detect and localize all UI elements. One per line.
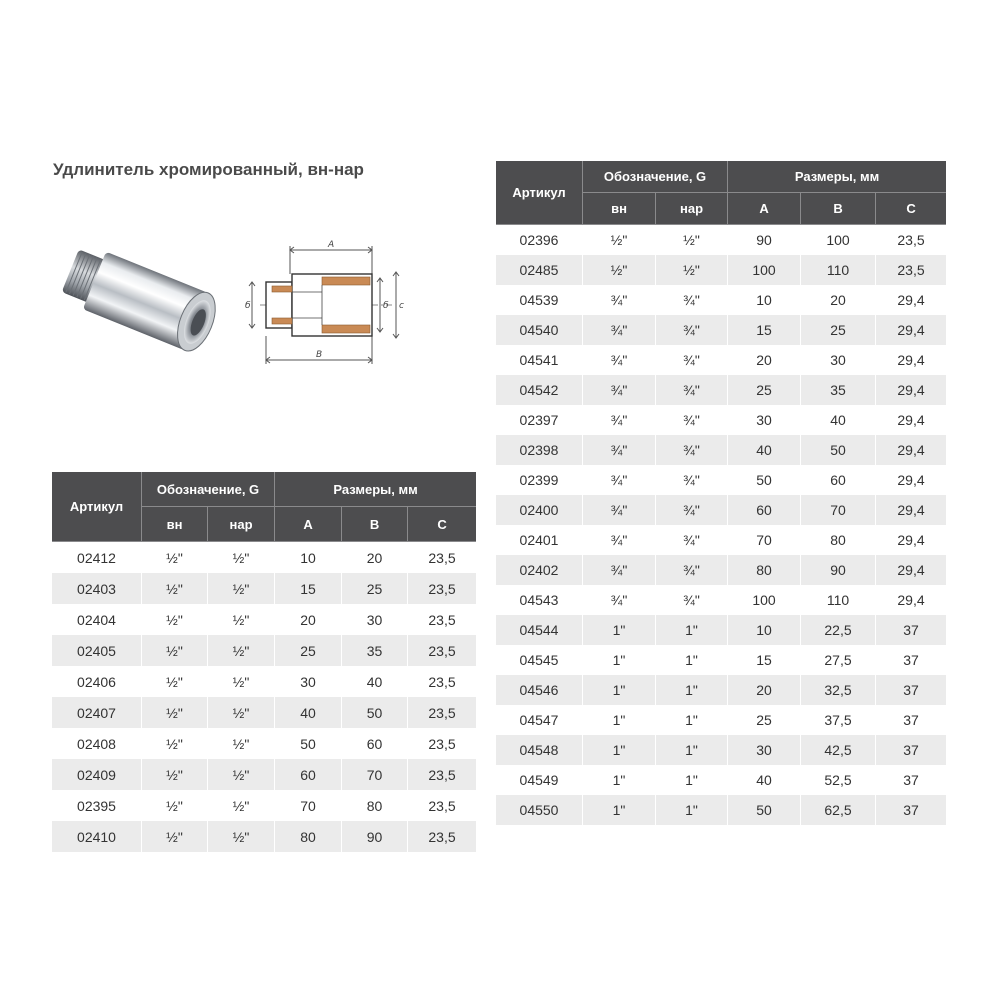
cell-outer: ½" [207, 666, 274, 697]
header-a: A [274, 507, 341, 542]
cell-b: 80 [341, 790, 407, 821]
cell-outer: ½" [207, 542, 274, 573]
cell-inner: 1" [582, 675, 655, 705]
cell-a: 40 [274, 697, 341, 728]
cell-inner: ½" [141, 666, 207, 697]
cell-a: 100 [727, 585, 800, 615]
cell-b: 60 [341, 728, 407, 759]
header-inner: вн [582, 193, 655, 225]
cell-outer: ¾" [655, 375, 727, 405]
cell-c: 37 [875, 645, 946, 675]
cell-article: 04543 [496, 585, 582, 615]
cell-article: 02400 [496, 495, 582, 525]
cell-b: 22,5 [800, 615, 875, 645]
header-a: A [727, 193, 800, 225]
cell-inner: ¾" [582, 435, 655, 465]
cell-c: 29,4 [875, 525, 946, 555]
table-row [52, 728, 476, 759]
cell-a: 80 [274, 821, 341, 852]
cell-outer: ¾" [655, 525, 727, 555]
cell-article: 02405 [52, 635, 141, 666]
cell-c: 23,5 [407, 635, 476, 666]
spec-table-right [496, 161, 946, 825]
cell-c: 37 [875, 765, 946, 795]
cell-a: 15 [274, 573, 341, 604]
cell-outer: ¾" [655, 405, 727, 435]
cell-outer: ½" [207, 759, 274, 790]
cell-article: 02412 [52, 542, 141, 573]
cell-a: 20 [727, 345, 800, 375]
header-c: C [875, 193, 946, 225]
cell-b: 25 [800, 315, 875, 345]
dimension-label-b: B [316, 350, 323, 360]
cell-b: 70 [800, 495, 875, 525]
cell-inner: ¾" [582, 285, 655, 315]
header-article: Артикул [52, 472, 141, 542]
cell-a: 70 [274, 790, 341, 821]
header-designation: Обозначение, G [582, 161, 727, 193]
cell-inner: ½" [141, 790, 207, 821]
cell-c: 37 [875, 675, 946, 705]
header-b: B [341, 507, 407, 542]
cell-b: 32,5 [800, 675, 875, 705]
cell-c: 23,5 [875, 225, 946, 255]
table-row [52, 821, 476, 852]
cell-article: 04542 [496, 375, 582, 405]
cell-article: 04546 [496, 675, 582, 705]
cell-b: 30 [800, 345, 875, 375]
cell-c: 23,5 [875, 255, 946, 285]
table-row [52, 635, 476, 666]
cell-a: 25 [727, 375, 800, 405]
cell-article: 04550 [496, 795, 582, 825]
cell-outer: ½" [655, 255, 727, 285]
cell-c: 37 [875, 705, 946, 735]
cell-b: 40 [341, 666, 407, 697]
table-row [52, 759, 476, 790]
cell-article: 04541 [496, 345, 582, 375]
cell-b: 20 [800, 285, 875, 315]
cell-outer: ½" [207, 604, 274, 635]
header-c: C [407, 507, 476, 542]
cell-outer: ¾" [655, 435, 727, 465]
cell-c: 37 [875, 735, 946, 765]
cell-outer: 1" [655, 795, 727, 825]
cell-outer: 1" [655, 675, 727, 705]
table-row [52, 697, 476, 728]
cell-article: 02398 [496, 435, 582, 465]
cell-article: 04545 [496, 645, 582, 675]
table-row [496, 555, 946, 585]
cell-c: 23,5 [407, 821, 476, 852]
cell-a: 30 [274, 666, 341, 697]
header-designation: Обозначение, G [141, 472, 274, 507]
cell-outer: 1" [655, 765, 727, 795]
spec-table-right-body [496, 225, 946, 825]
cell-b: 52,5 [800, 765, 875, 795]
cell-article: 02410 [52, 821, 141, 852]
table-row [496, 435, 946, 465]
cell-article: 02485 [496, 255, 582, 285]
cell-c: 29,4 [875, 465, 946, 495]
cell-inner: ½" [141, 573, 207, 604]
cell-article: 04539 [496, 285, 582, 315]
table-row [52, 542, 476, 573]
table-row [496, 585, 946, 615]
cell-c: 29,4 [875, 585, 946, 615]
cell-outer: ½" [207, 697, 274, 728]
cell-article: 02397 [496, 405, 582, 435]
cell-a: 60 [727, 495, 800, 525]
cell-outer: ½" [655, 225, 727, 255]
cell-b: 90 [341, 821, 407, 852]
cell-c: 23,5 [407, 573, 476, 604]
cell-inner: 1" [582, 765, 655, 795]
cell-c: 23,5 [407, 728, 476, 759]
table-row [496, 345, 946, 375]
cell-outer: ½" [207, 821, 274, 852]
cell-outer: ¾" [655, 495, 727, 525]
cell-c: 29,4 [875, 555, 946, 585]
cell-c: 37 [875, 795, 946, 825]
cell-outer: ¾" [655, 585, 727, 615]
cell-a: 70 [727, 525, 800, 555]
table-row [496, 705, 946, 735]
cell-inner: 1" [582, 705, 655, 735]
cell-inner: ½" [141, 542, 207, 573]
cell-article: 04540 [496, 315, 582, 345]
header-outer: нар [655, 193, 727, 225]
cell-c: 23,5 [407, 666, 476, 697]
cell-c: 29,4 [875, 345, 946, 375]
cell-article: 02404 [52, 604, 141, 635]
cell-outer: ½" [207, 790, 274, 821]
cell-b: 35 [800, 375, 875, 405]
table-row [496, 465, 946, 495]
cell-a: 100 [727, 255, 800, 285]
cell-article: 04544 [496, 615, 582, 645]
cell-c: 29,4 [875, 495, 946, 525]
cell-outer: ½" [207, 728, 274, 759]
table-row [52, 604, 476, 635]
table-row [496, 405, 946, 435]
table-row [496, 375, 946, 405]
cell-inner: ¾" [582, 525, 655, 555]
cell-inner: ¾" [582, 375, 655, 405]
cell-article: 04548 [496, 735, 582, 765]
cell-article: 02395 [52, 790, 141, 821]
cell-outer: ½" [207, 573, 274, 604]
table-row [496, 795, 946, 825]
cell-b: 110 [800, 585, 875, 615]
cell-outer: 1" [655, 615, 727, 645]
cell-inner: ½" [141, 759, 207, 790]
table-row [496, 675, 946, 705]
product-photo [52, 226, 227, 376]
dimension-label-b-small-left: б [245, 301, 251, 311]
cell-a: 40 [727, 765, 800, 795]
cell-inner: ½" [141, 697, 207, 728]
cell-article: 02409 [52, 759, 141, 790]
table-row [496, 735, 946, 765]
table-row [52, 573, 476, 604]
page-title: Удлинитель хромированный, вн-нар [53, 160, 364, 179]
cell-outer: ¾" [655, 285, 727, 315]
cell-b: 90 [800, 555, 875, 585]
cell-a: 15 [727, 645, 800, 675]
cell-article: 02406 [52, 666, 141, 697]
cell-a: 80 [727, 555, 800, 585]
cell-article: 02396 [496, 225, 582, 255]
spec-table-left-body [52, 542, 476, 852]
cell-a: 90 [727, 225, 800, 255]
cell-article: 02401 [496, 525, 582, 555]
cell-c: 23,5 [407, 542, 476, 573]
cell-a: 25 [727, 705, 800, 735]
cell-a: 50 [727, 795, 800, 825]
cell-article: 04549 [496, 765, 582, 795]
cell-b: 37,5 [800, 705, 875, 735]
cell-a: 10 [727, 615, 800, 645]
cell-c: 23,5 [407, 759, 476, 790]
cell-b: 62,5 [800, 795, 875, 825]
cell-inner: 1" [582, 795, 655, 825]
cell-outer: ¾" [655, 315, 727, 345]
cell-b: 35 [341, 635, 407, 666]
dimension-label-b-small-right: б [383, 301, 389, 311]
cell-inner: ½" [141, 728, 207, 759]
cell-inner: 1" [582, 645, 655, 675]
cell-b: 50 [341, 697, 407, 728]
cell-outer: ¾" [655, 555, 727, 585]
table-row [496, 765, 946, 795]
cell-c: 29,4 [875, 285, 946, 315]
cell-a: 10 [727, 285, 800, 315]
cell-article: 02407 [52, 697, 141, 728]
cell-outer: ¾" [655, 345, 727, 375]
cell-c: 29,4 [875, 315, 946, 345]
cell-inner: ½" [141, 821, 207, 852]
cell-outer: 1" [655, 645, 727, 675]
cell-inner: ¾" [582, 315, 655, 345]
dimension-label-c: с [399, 301, 404, 311]
cell-a: 30 [727, 405, 800, 435]
cell-b: 40 [800, 405, 875, 435]
cell-b: 42,5 [800, 735, 875, 765]
table-row [496, 285, 946, 315]
table-row [52, 790, 476, 821]
cell-a: 10 [274, 542, 341, 573]
cell-c: 23,5 [407, 790, 476, 821]
table-row [496, 255, 946, 285]
cell-c: 23,5 [407, 697, 476, 728]
header-sizes: Размеры, мм [727, 161, 946, 193]
cell-c: 29,4 [875, 405, 946, 435]
table-row [496, 645, 946, 675]
cell-outer: 1" [655, 705, 727, 735]
header-outer: нар [207, 507, 274, 542]
cell-a: 40 [727, 435, 800, 465]
cell-b: 110 [800, 255, 875, 285]
cell-inner: ¾" [582, 585, 655, 615]
cell-inner: ¾" [582, 465, 655, 495]
cell-b: 30 [341, 604, 407, 635]
header-inner: вн [141, 507, 207, 542]
cell-c: 29,4 [875, 435, 946, 465]
cell-b: 80 [800, 525, 875, 555]
cell-a: 30 [727, 735, 800, 765]
cell-inner: ¾" [582, 495, 655, 525]
cell-c: 29,4 [875, 375, 946, 405]
cell-inner: ½" [141, 604, 207, 635]
cell-outer: ½" [207, 635, 274, 666]
cell-c: 37 [875, 615, 946, 645]
cell-inner: ½" [582, 255, 655, 285]
cell-b: 70 [341, 759, 407, 790]
table-row [52, 666, 476, 697]
cell-b: 50 [800, 435, 875, 465]
cell-article: 04547 [496, 705, 582, 735]
table-row [496, 525, 946, 555]
cell-a: 15 [727, 315, 800, 345]
table-row [496, 225, 946, 255]
cell-a: 50 [274, 728, 341, 759]
cell-b: 100 [800, 225, 875, 255]
header-sizes: Размеры, мм [274, 472, 476, 507]
dimension-label-a: A [328, 240, 335, 250]
cell-b: 27,5 [800, 645, 875, 675]
spec-table-left [52, 472, 476, 852]
cell-outer: ¾" [655, 465, 727, 495]
cell-a: 20 [727, 675, 800, 705]
cell-a: 50 [727, 465, 800, 495]
cell-outer: 1" [655, 735, 727, 765]
cell-inner: ½" [582, 225, 655, 255]
cell-b: 20 [341, 542, 407, 573]
table-row [496, 495, 946, 525]
cell-c: 23,5 [407, 604, 476, 635]
cell-a: 25 [274, 635, 341, 666]
cell-inner: ¾" [582, 405, 655, 435]
table-row [496, 315, 946, 345]
cell-a: 20 [274, 604, 341, 635]
cell-article: 02408 [52, 728, 141, 759]
cell-inner: ¾" [582, 345, 655, 375]
cell-inner: ½" [141, 635, 207, 666]
cell-article: 02402 [496, 555, 582, 585]
cell-a: 60 [274, 759, 341, 790]
cell-article: 02403 [52, 573, 141, 604]
technical-drawing [242, 236, 414, 368]
cell-article: 02399 [496, 465, 582, 495]
cell-b: 60 [800, 465, 875, 495]
table-row [496, 615, 946, 645]
header-b: B [800, 193, 875, 225]
cell-inner: 1" [582, 615, 655, 645]
cell-inner: 1" [582, 735, 655, 765]
header-article: Артикул [496, 161, 582, 225]
cell-inner: ¾" [582, 555, 655, 585]
cell-b: 25 [341, 573, 407, 604]
